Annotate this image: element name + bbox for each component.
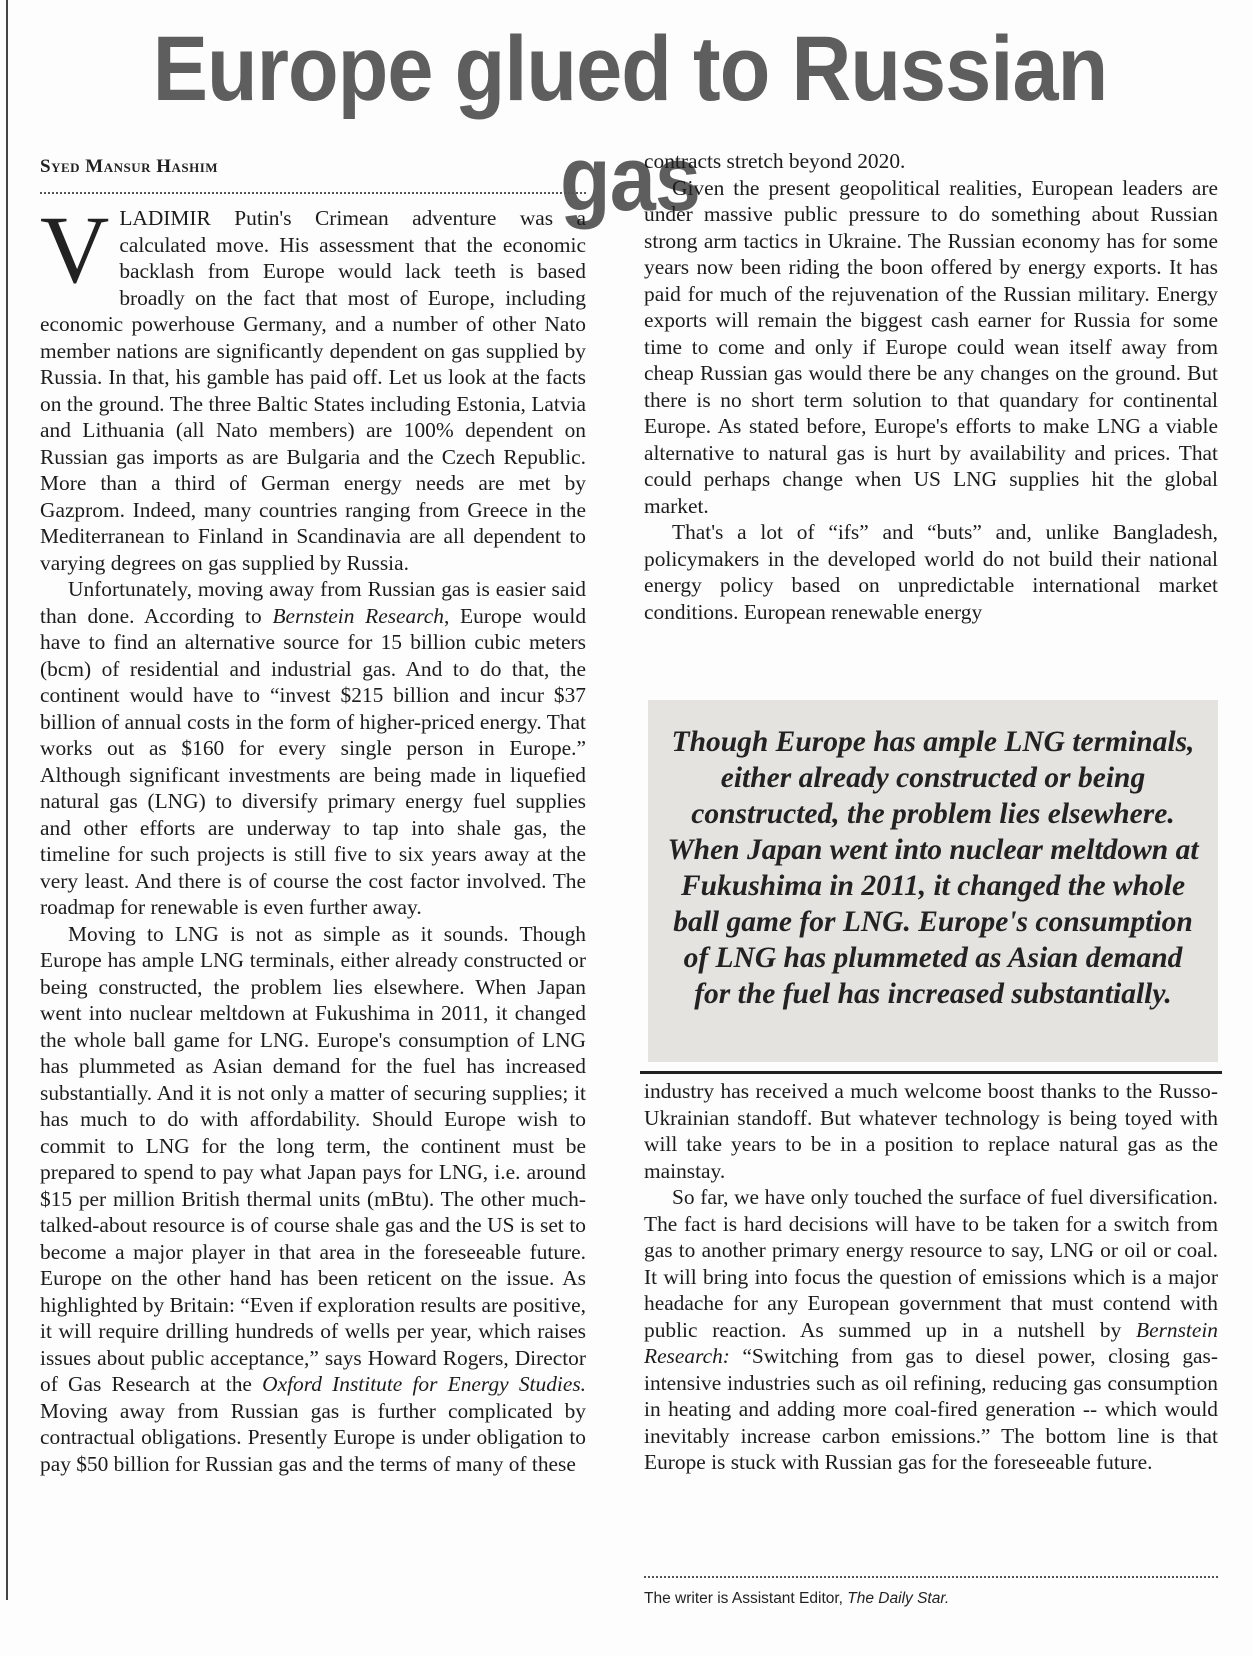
institution-name: Oxford Institute for Energy Studies.: [262, 1372, 586, 1396]
paragraph-6: industry has received a much welcome boost thanks to the Russo-Ukrainian standoff. But whatever technology is being toyed with will take years to be in a position to replace natural gas as the mainstay.: [644, 1079, 1218, 1183]
source-name: Bernstein Research: [272, 603, 444, 628]
paragraph-7: So far, we have only touched the surface of fuel diversification. The fact is hard decisions will have to be taken for a switch from gas to another primary energy resource to say, LNG or oil or coal. It will bring into focus the question of emissions which is a major headache for any European government that must contend with public reaction. As summed up in a nutshell by Bernstein Research: “Switching from gas to diesel power, closing gas-intensive industries such as oil refining, reducing gas consumption in heating and adding more coal-fired generation -- which would inevitably increase carbon emissions.” The bottom line is that Europe is stuck with Russian gas for the foreseeable future.: [644, 1185, 1218, 1474]
footer-divider: [644, 1576, 1218, 1578]
byline: Syed Mansur Hashim: [40, 156, 219, 177]
column-right-bottom: [644, 1078, 1218, 1476]
paragraph-continued: contracts stretch beyond 2020.: [644, 149, 906, 173]
paragraph-3: Moving to LNG is not as simple as it sounds. Though Europe has ample LNG terminals, either already constructed or being constructed, the problem lies elsewhere. When Japan went into nuclear meltdown at Fukushima in 2011, it changed the whole ball game for LNG. Europe's consumption of LNG has plummeted as Asian demand for the fuel has increased substantially. And it is not only a matter of securing supplies; it has much to do with affordability. Should Europe wish to commit to LNG for the long term, the continent must be prepared to spend to pay what Japan pays for LNG, i.e. around $15 per million British thermal units (mBtu). The other much-talked-about resource is of course shale gas and the US is set to become a major player in that area in the foreseeable future. Europe on the other hand has been reticent on the issue. As highlighted by Britain: “Even if exploration results are positive, it will require drilling hundreds of wells per year, which raises issues about public acceptance,” says Howard Rogers, Director of Gas Research at the Oxford Institute for Energy Studies. Moving away from Russian gas is further complicated by contractual obligations. Presently Europe is under obligation to pay $50 billion for Russian gas and the terms of many of these: [40, 921, 586, 1476]
pull-quote-rule: [640, 1071, 1222, 1074]
byline-divider: [40, 192, 586, 194]
newspaper-name: The Daily Star.: [847, 1590, 950, 1607]
pull-quote: Though Europe has ample LNG terminals, either already constructed or being constructed, the problem lies elsewhere. When Japan went into nuclear meltdown at Fukushima in 2011, it changed the whole ball game for LNG. Europe's consumption of LNG has plummeted as Asian demand for the fuel has increased substantially.: [648, 700, 1218, 1062]
column-left: [40, 196, 587, 1477]
column-right-top: [644, 148, 1218, 625]
paragraph-5: That's a lot of “ifs” and “buts” and, unlike Bangladesh, policymakers in the developed world do not build their national energy policy based on unpredictable international market conditions. European renewable energy: [644, 520, 1218, 624]
paragraph-4: Given the present geopolitical realities, European leaders are under massive public pressure to do something about Russian strong arm tactics in Ukraine. The Russian economy has for some years now been riding the boon offered by energy exports. It has paid for much of the rejuvenation of the Russian military. Energy exports will remain the biggest cash earner for Russia for some time to come and only if Europe could wean itself away from cheap Russian gas would there be any changes on the ground. But there is no short term solution to that quandary for continental Europe. As stated before, Europe's efforts to make LNG a viable alternative to natural gas is hurt by availability and prices. That could perhaps change when US LNG supplies hit the global market.: [644, 175, 1218, 518]
source-name: Bernstein Research:: [644, 1317, 1218, 1368]
paragraph-1: VLADIMIR Putin's Crimean adventure was a calculated move. His assessment that the economic backlash from Europe would lack teeth is based broadly on the fact that most of Europe, including economic powerhouse Germany, and a number of other Nato member nations are significantly dependent on gas supplied by Russia. In that, his gamble has paid off. Let us look at the facts on the ground. The three Baltic States including Estonia, Latvia and Lithuania (all Nato members) are 100% dependent on Russian gas imports as are Bulgaria and the Czech Republic. More than a third of German energy needs are met by Gazprom. Indeed, many countries ranging from Greece in the Mediterranean to Finland in Scandinavia are all dependent to varying degrees on gas supplied by Russia.: [40, 196, 586, 575]
headline: Europe glued to Russian gas: [152, 18, 1108, 230]
paragraph-2: Unfortunately, moving away from Russian gas is easier said than done. According to Bernstein Research, Europe would have to find an alternative source for 15 billion cubic meters (bcm) of residential and industrial gas. And to do that, the continent would have to “invest $215 billion and incur $37 billion of annual costs in the form of higher-priced energy. That works out as $160 for every single person in Europe.” Although significant investments are being made in liquefied natural gas (LNG) to diversify primary energy fuel supplies and other efforts are underway to tap into shale gas, the timeline for such projects is still five to six years away at the very least. And there is of course the cost factor involved. The roadmap for renewable is even further away.: [40, 577, 587, 919]
author-note: The writer is Assistant Editor, The Daily Star.: [644, 1590, 950, 1607]
column-rule: [6, 0, 8, 1600]
drop-cap: V: [40, 196, 110, 303]
